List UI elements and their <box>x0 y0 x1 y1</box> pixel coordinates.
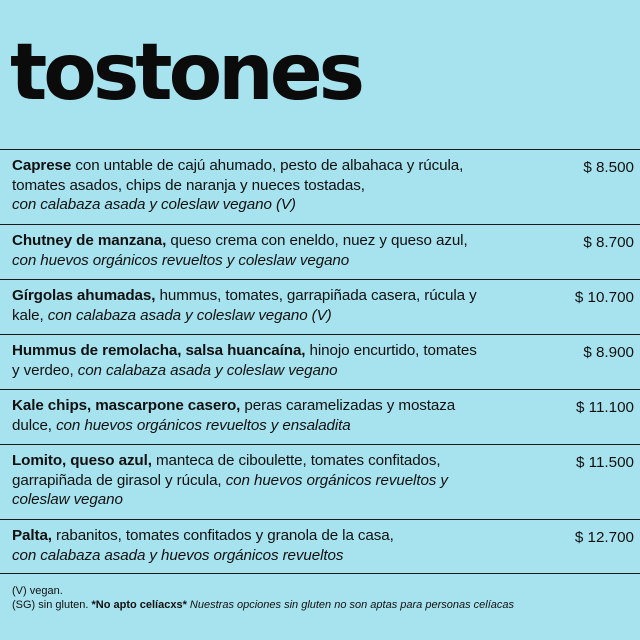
item-price: $ 8.700 <box>583 234 634 251</box>
item-description <box>12 286 482 325</box>
item-description <box>12 231 482 270</box>
item-name: Chutney de manzana, <box>12 232 167 249</box>
item-sides: con calabaza asada y coleslaw vegano (V) <box>12 196 296 213</box>
item-ingredients: hinojo encurtido, tomates y verdeo, <box>12 342 477 379</box>
menu-item <box>0 280 640 335</box>
item-sides: con huevos orgánicos revueltos y coleslaw vegano <box>12 251 350 269</box>
item-sides: con calabaza asada y coleslaw vegano (V) <box>47 306 332 324</box>
item-sides: con calabaza asada y coleslaw vegano <box>77 361 338 379</box>
menu-item <box>0 520 640 574</box>
item-price: $ 11.500 <box>576 454 634 471</box>
item-price: $ 12.700 <box>574 529 634 546</box>
item-price: $ 8.500 <box>583 159 634 176</box>
item-ingredients: queso crema con eneldo, nuez y queso azul, <box>166 232 468 249</box>
menu-footer <box>12 584 514 612</box>
item-name: Caprese <box>12 157 72 174</box>
item-name: Palta, <box>12 527 52 544</box>
item-sides: con huevos orgánicos revueltos y coleslaw vegano <box>12 471 448 508</box>
item-price: $ 10.700 <box>574 289 634 306</box>
item-description <box>12 341 482 380</box>
menu-item <box>0 150 640 225</box>
item-name: Hummus de remolacha, salsa huancaína, <box>12 342 306 359</box>
item-name: Kale chips, mascarpone casero, <box>12 397 241 414</box>
item-sides: con huevos orgánicos revueltos y ensaladita <box>56 416 351 434</box>
menu-item <box>0 390 640 445</box>
menu-list <box>0 149 640 574</box>
menu-title: tostones <box>10 28 362 118</box>
item-ingredients: rabanitos, tomates confitados y granola de la casa, <box>51 527 394 544</box>
item-ingredients: manteca de ciboulette, tomates confitados, garrapiñada de girasol y rúcula, <box>12 452 441 489</box>
menu-item <box>0 445 640 520</box>
vegan-note: (V) vegan. <box>12 585 63 597</box>
item-description <box>12 156 482 215</box>
item-name: Gírgolas ahumadas, <box>12 287 156 304</box>
item-price: $ 11.100 <box>576 399 634 416</box>
celiac-warning: *No apto celíacxs* <box>91 599 187 611</box>
item-name: Lomito, queso azul, <box>12 452 152 469</box>
celiac-note: Nuestras opciones sin gluten no son aptas para personas celíacas <box>189 599 515 611</box>
item-price: $ 8.900 <box>583 344 634 361</box>
gluten-label: (SG) sin gluten. <box>12 599 89 611</box>
item-ingredients: peras caramelizadas y mostaza dulce, <box>12 397 456 434</box>
item-ingredients: con untable de cajú ahumado, pesto de albahaca y rúcula, tomates asados, chips de naranja y nueces tostadas, <box>12 157 464 194</box>
menu-item <box>0 225 640 280</box>
menu-item <box>0 335 640 390</box>
item-description <box>12 451 482 510</box>
gluten-note <box>12 598 514 612</box>
item-description <box>12 396 482 435</box>
item-description <box>12 526 482 565</box>
item-ingredients: hummus, tomates, garrapiñada casera, rúcula y kale, <box>12 287 477 324</box>
item-sides: con calabaza asada y huevos orgánicos revueltos <box>12 546 344 564</box>
